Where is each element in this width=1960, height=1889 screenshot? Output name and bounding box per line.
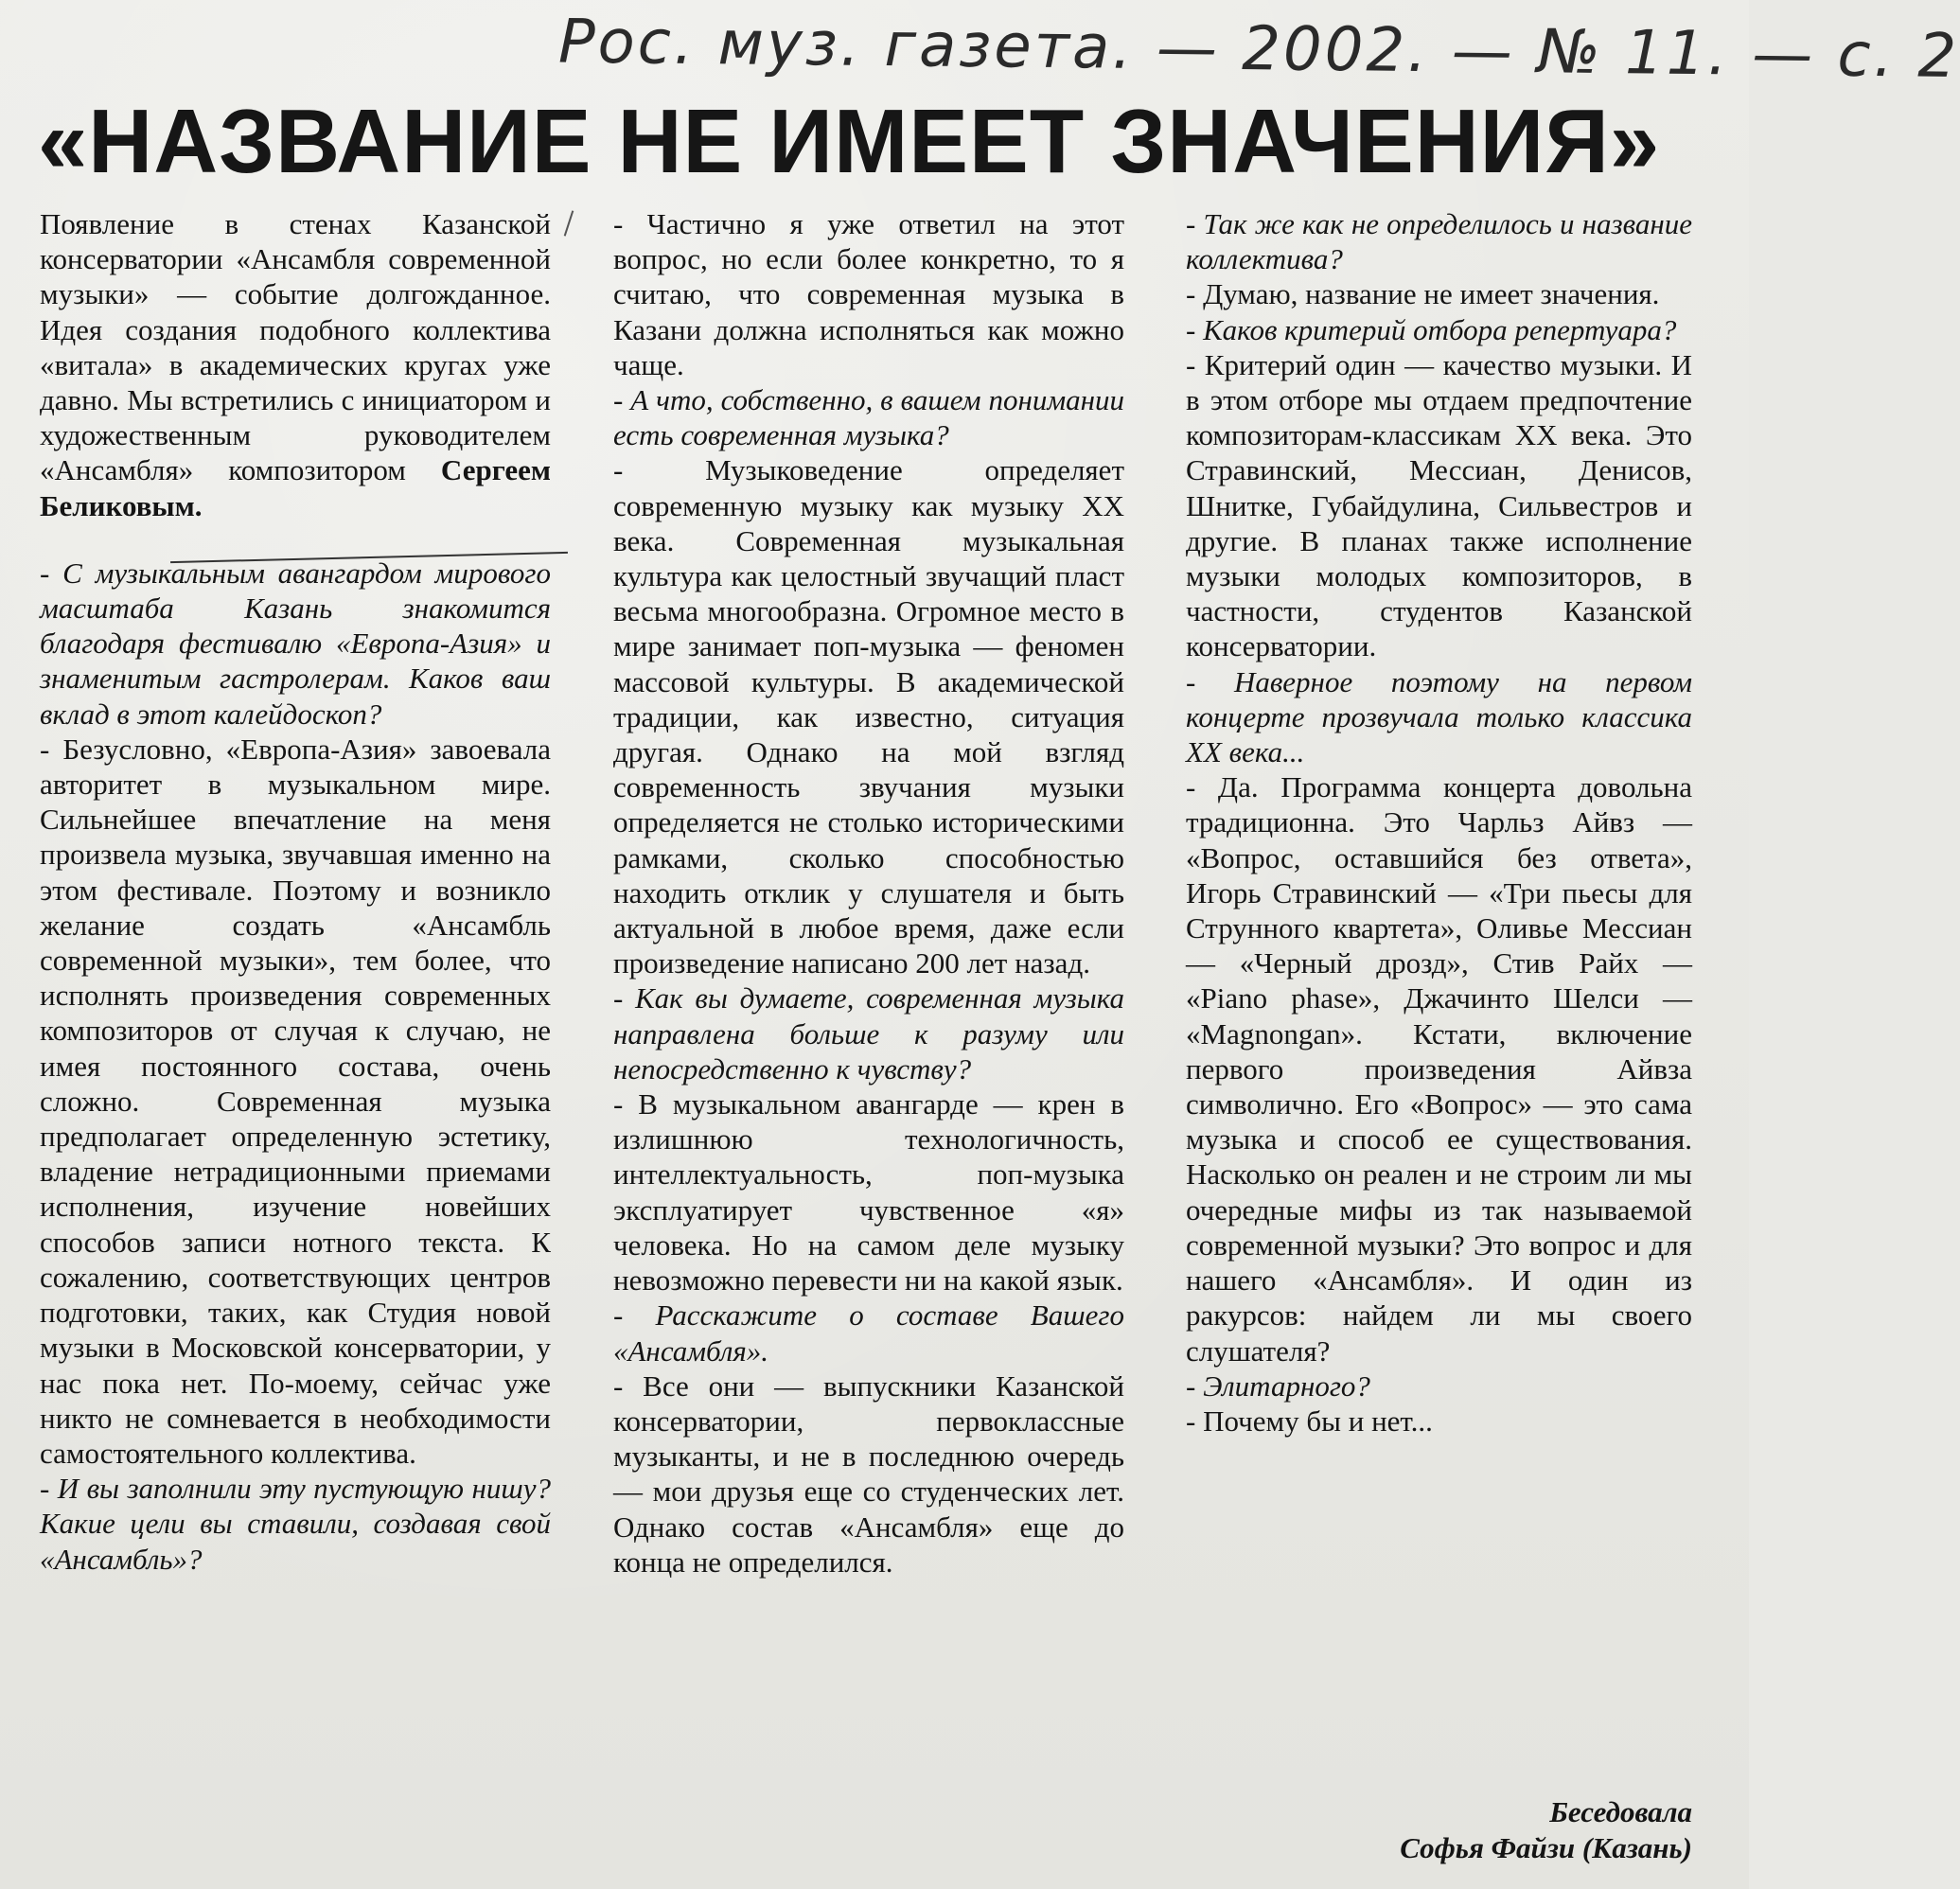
answer-8: - Да. Программа концерта довольна традиционна. Это Чарльз Айвз — «Вопрос, оставшийся без ответа», Игорь Стравинский — «Три пьесы для Струнного квартета», Оливье Мессиан — «Черный дрозд», Стив Райх — «Piano phase», Джачинто Шелси — «Magnongan». Кстати, включение первого произведения Айвза символично. Его «Вопрос» — это сама музыка и способ ее существования. Насколько он реален и не строим ли мы очередные мифы из так называемой современной музыки? Это вопрос и для нашего «Ансамбля». И один из ракурсов: найдем ли мы своего слушателя? [1186,770,1692,1368]
question-8: - Наверное поэтому на первом концерте прозвучала только классика XX века... [1186,664,1692,769]
question-7: - Каков критерий отбора репертуара? [1186,312,1677,346]
answer-4: - В музыкальном авангарде — крен в излишнюю технологичность, интеллектуальность, поп-музыка эксплуатирует чувственное «я» человека. Но на самом деле музыку невозможно перевести ни на какой язык. [613,1087,1124,1298]
question-6: - Так же как не определилось и название коллектива? [1186,207,1692,276]
column-2 [613,206,1124,1580]
answer-7: - Критерий один — качество музыки. И в этом отборе мы отдаем предпочтение композиторам-классикам XX века. Это Стравинский, Мессиан, Денисов, Шнитке, Губайдулина, Сильвестров и другие. В планах также исполнение музыки молодых композиторов, в частности, студентов Казанской консерватории. [1186,347,1692,663]
question-3: - А что, собственно, в вашем понимании есть современная музыка? [613,383,1124,452]
interviewee-name: Сергеем Беликовым. [40,453,551,522]
column-1 [40,206,551,1577]
question-4: - Как вы думаете, современная музыка направлена больше к разуму или непосредственно к чувству? [613,981,1124,1086]
question-1: - С музыкальным авангардом мирового масштаба Казань знакомится благодаря фестивалю «Европа-Азия» и знаменитым гастролерам. Каков ваш вклад в этот калейдоскоп? [40,556,551,731]
pen-tick-mark [564,210,574,236]
handwritten-source-note: Рос. муз. газета. — 2002. — № 11. — с. 2 [557,7,1960,92]
question-5: - Расскажите о составе Вашего «Ансамбля». [613,1298,1124,1368]
byline-interviewer-label: Беседовала [1549,1795,1692,1828]
byline-author: Софья Файзи (Казань) [1400,1831,1692,1864]
question-9: - Элитарного? [1186,1368,1370,1403]
answer-5: - Все они — выпускники Казанской консерватории, первоклассные музыканты, и не в последнюю очередь — мои друзья еще со студенческих лет. Однако состав «Ансамбля» еще до конца не определился. [613,1368,1124,1579]
article-headline: «НАЗВАНИЕ НЕ ИМЕЕТ ЗНАЧЕНИЯ» [38,91,1661,192]
column-3 [1186,206,1692,1439]
answer-6: - Думаю, название не имеет значения. [1186,277,1660,311]
answer-9: - Почему бы и нет... [1186,1404,1433,1438]
intro-text: Появление в стенах Казанской консерватории «Ансамбля современной музыки» — событие долгожданное. Идея создания подобного коллектива «витала» в академических кругах уже давно. Мы встретились с инициатором и художественным руководителем «Ансамбля» композитором [40,207,551,487]
answer-1: - Безусловно, «Европа-Азия» завоевала авторитет в музыкальном мире. Сильнейшее впечатление на меня произвела музыка, звучавшая именно на этом фестивале. Поэтому и возникло желание создать «Ансамбль современной музыки», тем более, что исполнять произведения современных композиторов от случая к случаю, не имея постоянного состава, очень сложно. Современная музыка предполагает определенную эстетику, владение нетрадиционными приемами исполнения, изучение новейших способов записи нотного текста. К сожалению, соответствующих центров подготовки, таких, как Студия новой музыки в Московской консерватории, у нас пока нет. По-моему, сейчас уже никто не сомневается в необходимости самостоятельного коллектива. [40,732,551,1470]
answer-3: - Музыковедение определяет современную музыку как музыку XX века. Современная музыкальная культура как целостный звучащий пласт весьма многообразна. Огромное место в мире занимает поп-музыка — феномен массовой культуры. В академической традиции, как известно, ситуация другая. Однако на мой взгляд современность звучания музыки определяется не столько историческими рамками, сколько способностью находить отклик у слушателя и быть актуальной в любое время, даже если произведение написано 200 лет назад. [613,453,1124,980]
byline [1186,1794,1692,1866]
question-2: - И вы заполнили эту пустующую нишу? Какие цели вы ставили, создавая свой «Ансамбль»? [40,1472,551,1576]
intro-paragraph [40,206,551,523]
answer-2: - Частично я уже ответил на этот вопрос, но если более конкретно, то я считаю, что современная музыка в Казани должна исполняться как можно чаще. [613,207,1124,381]
